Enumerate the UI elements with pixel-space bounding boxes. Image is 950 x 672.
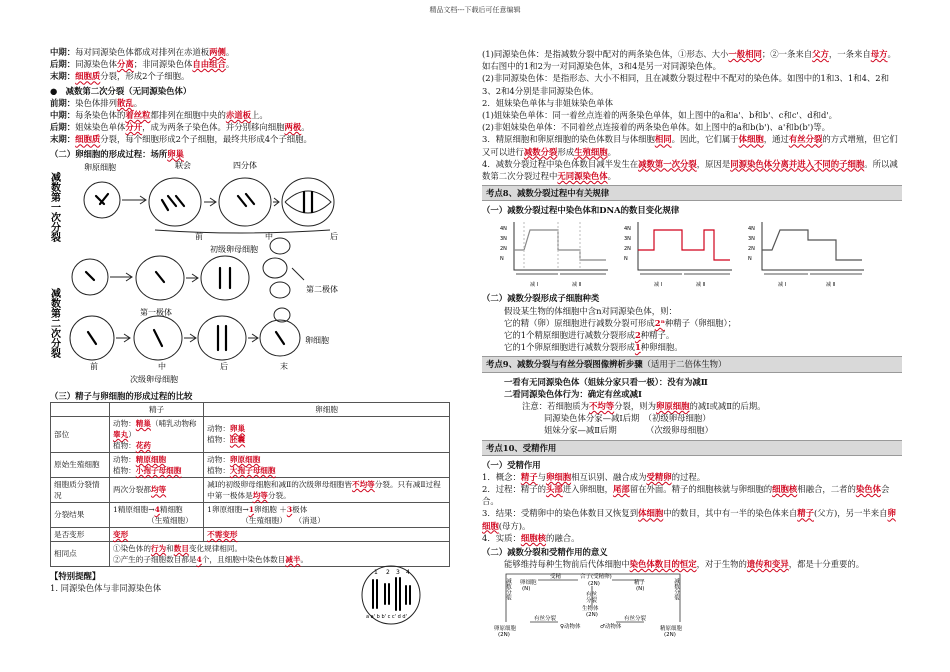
c3-ph2: 减 Ⅱ xyxy=(826,282,836,289)
dg-adult: 生物体 xyxy=(582,606,599,613)
label-early-2: 前 xyxy=(90,361,98,371)
dg-bot-r: 有丝分裂 xyxy=(624,616,647,623)
significance-text: 能够维持每种生物前后代体细胞中染色体数目的恒定，对于生物的遗传和变异，都是十分重要的。 xyxy=(504,559,865,570)
anaphase-1: 后期：同源染色体分离；非同源染色体自由组合。 xyxy=(50,59,235,70)
table-row: 分裂结果 1精原细胞→4精细胞 （生殖细胞） 1卵原细胞→1卵细胞 ＋3极体 （生殖细胞） （消退） xyxy=(51,502,450,527)
c1-y1: N xyxy=(500,256,504,263)
sister-chromatid-title: 2．姐妹染色单体与非姐妹染色单体 xyxy=(482,97,613,108)
chrom-num-4: 4 xyxy=(406,568,410,576)
dg-mit: 有丝 xyxy=(586,592,598,599)
label-tetrad: 四分体 xyxy=(233,160,257,170)
dg-oogonium-n: (2N) xyxy=(498,632,510,639)
subsection-10-2: （二）减数分裂和受精作用的意义 xyxy=(482,547,608,557)
step-note-3: 姐妹分家—减Ⅱ后期 （次级卵母细胞） xyxy=(544,425,713,436)
label-middle-2: 中 xyxy=(158,361,166,371)
subsection-8-2: （二）减数分裂形成子细胞种类 xyxy=(482,293,600,304)
label-late-2: 后 xyxy=(220,361,228,371)
tip-item-1: 1. 同源染色体与非同源染色体 xyxy=(50,583,162,594)
c2-y2: 2N xyxy=(624,246,631,253)
non-sister-chromatid-definition: (2)非姐妹染色单体：不同着丝点连接着的两条染色单体。如上图中的a和b(b')、a'和b(b')等。 xyxy=(482,122,831,133)
c3-y2: 2N xyxy=(748,246,755,253)
dg-male: ♂动物体 xyxy=(600,624,622,631)
gamete-types-intro: 假设某生物的体细胞中含n对同源染色体，则： xyxy=(504,305,677,316)
subsection-8-1: （一）减数分裂过程中染色体和DNA的数目变化规律 xyxy=(482,205,680,216)
homologous-definition: (1)同源染色体：是指减数分裂中配对的两条染色体，①形态、大小一般相同；②一条来自父方，一条来自母方。如右图中的1和2为一对同源染色体，3和4是另一对同源染色体。 xyxy=(482,49,896,72)
dg-mit2: 分裂 xyxy=(586,598,598,605)
step-note-2: 同源染色体分家—减Ⅰ后期 （初级卵母细胞） xyxy=(544,413,711,424)
dg-sperm: 精子 xyxy=(634,580,646,587)
label-oogonium: 卵原细胞 xyxy=(84,162,116,172)
c2-y3: 3N xyxy=(624,236,631,243)
fertilization-process: 2．过程：精子的头部进入卵细胞，尾部留在外面。精子的细胞核就与卵细胞的细胞核相融合，二者的染色体会合。 xyxy=(482,484,890,507)
side-label-2: 减数第二次分裂 xyxy=(48,287,60,358)
dg-egg-n: (N) xyxy=(522,586,531,593)
oogenesis-figure xyxy=(50,160,380,388)
non-homologous-definition: (2)非同源染色体：是指形态、大小不相同，且在减数分裂过程中不配对的染色体。如图中的1和3、1和4、2和3、2和4分别是非同源染色体。 xyxy=(482,73,890,96)
section-band-8: 考点8、减数分裂过程中有关规律 xyxy=(482,185,902,201)
table-row: 相同点 ①染色体的行为和数目变化规律相同。 ②产生的子细胞数目都是4个，且细胞中染色体数目减半。 xyxy=(51,541,450,566)
label-egg: 卵细胞 xyxy=(305,335,329,345)
chrom-num-2: 2 xyxy=(386,568,390,576)
subsection-10-1: （一）受精作用 xyxy=(482,459,541,470)
label-early: 前 xyxy=(195,231,203,241)
right-column xyxy=(482,48,902,638)
chart-row xyxy=(500,218,902,290)
fertilization-essence: 4．实质：细胞核的融合。 xyxy=(482,532,580,543)
c2-ph2: 减 Ⅱ xyxy=(696,282,706,289)
dg-zygote: 合子(受精卵) xyxy=(580,574,612,581)
section-band-10: 考点10、受精作用 xyxy=(482,440,902,456)
c3-y4: 4N xyxy=(748,226,755,233)
dg-zygote-n: (2N) xyxy=(588,581,600,588)
section-band-9: 考点9、减数分裂与有丝分裂图像辨析步骤（适用于二倍体生物） xyxy=(482,356,902,372)
left-column xyxy=(48,46,458,620)
gamete-types-2: 它的1个精原细胞进行减数分裂形成2种精子。 xyxy=(504,330,675,340)
table-header-empty xyxy=(51,402,110,416)
c3-y3: 3N xyxy=(748,236,755,243)
telophase-2: 末期：细胞质分裂，每个细胞形成2个子细胞，最终共形成4个子细胞。 xyxy=(50,134,312,145)
dg-spermatogonium-n: (2N) xyxy=(664,632,676,639)
chrom-num-3: 3 xyxy=(396,568,400,576)
table-header-egg: 卵细胞 xyxy=(204,402,450,416)
table-header-sperm: 精子 xyxy=(110,402,204,416)
label-primary-oocyte: 初级卵母细胞 xyxy=(210,244,258,254)
metaphase-2: 中期：每条染色体的着丝粒都排列在细胞中央的赤道板上。 xyxy=(50,109,268,120)
dg-egg: 卵细胞 xyxy=(520,580,537,587)
dg-sperm-n: (N) xyxy=(636,586,645,593)
table-row: 是否变形 变形 不需变形 xyxy=(51,527,450,541)
chart-2 xyxy=(624,218,734,290)
c1-y2: 2N xyxy=(500,246,507,253)
label-polar-2: 第二极体 xyxy=(306,284,338,294)
label-polar-1: 第一极体 xyxy=(140,307,172,317)
chrom-bottom-labels: a a' b b' c c' d d' xyxy=(366,613,407,620)
side-label-1: 减数第一次分裂 xyxy=(48,171,60,242)
dg-oogonium: 卵原细胞 xyxy=(494,626,517,633)
dg-fert: 受精 xyxy=(550,574,562,581)
c1-y3: 3N xyxy=(500,236,507,243)
gamete-types-1: 它的精（卵）原细胞进行减数分裂可形成2ⁿ种精子（卵细胞）； xyxy=(504,317,737,328)
label-end: 末 xyxy=(280,361,288,371)
fertilization-concept: 1．概念：精子与卵细胞相互识别、融合成为受精卵的过程。 xyxy=(482,471,706,482)
c2-ph1: 减 Ⅰ xyxy=(654,282,663,289)
c1-ph2: 减 Ⅱ xyxy=(572,282,582,289)
table-row: 原始生殖细胞 动物：精原细胞 植物：小孢子母细胞 动物：卵原细胞 植物：大孢子母细胞 xyxy=(51,452,450,477)
dg-bot-l: 有丝分裂 xyxy=(534,616,557,623)
dg-adult-n: (2N) xyxy=(586,612,598,619)
c3-ph1: 减 Ⅰ xyxy=(778,282,787,289)
chrom-num-1: 1 xyxy=(374,568,378,576)
prophase-2: 前期：染色体排列散乱。 xyxy=(50,97,143,108)
c1-y4: 4N xyxy=(500,226,507,233)
chart-1 xyxy=(500,218,610,290)
c2-y4: 4N xyxy=(624,226,631,233)
dg-female: ♀动物体 xyxy=(560,624,581,631)
dg-spermatogonium: 精原细胞 xyxy=(660,626,683,633)
table-row: 细胞质分裂情况 两次分裂都均等 减Ⅰ的初级卵母细胞和减Ⅱ的次级卵母细胞皆不均等分裂。只有减Ⅱ过程中第一极体是均等分裂。 xyxy=(51,477,450,502)
dg-left-v: 减数分裂 xyxy=(505,578,511,601)
c1-ph1: 减 Ⅰ xyxy=(530,282,539,289)
label-secondary-oocyte: 次级卵母细胞 xyxy=(130,374,178,384)
step-1: 一看有无同源染色体（姐妹分家只看一极）：没有为减Ⅱ xyxy=(504,376,708,387)
label-synapsis: 联会 xyxy=(175,160,191,170)
gamete-types-3: 它的1个卵原细胞进行减数分裂形成1种卵细胞。 xyxy=(504,342,683,353)
life-cycle-diagram xyxy=(494,570,694,638)
comparison-title: （三）精子与卵细胞的形成过程的比较 xyxy=(50,390,193,401)
c2-y1: N xyxy=(624,256,628,263)
point-4: 4．减数分裂过程中染色体数目减半发生在减数第一次分裂，原因是同源染色体分离并进入不同的子细胞。所以减数第二次分裂过程中无同源染色体。 xyxy=(482,158,898,181)
metaphase-1: 中期：每对同源染色体都成对排列在赤道板两侧。 xyxy=(50,47,235,57)
homologous-chromosomes-figure xyxy=(360,564,422,626)
label-middle: 中 xyxy=(265,231,273,241)
fertilization-result: 3．结果：受精卵中的染色体数目又恢复到体细胞中的数目，其中有一半的染色体来自精子(父方)，另一半来自卵细胞(母方)。 xyxy=(482,508,896,531)
page-header: 精品文档---下载后可任意编辑 xyxy=(429,6,521,14)
table-row: 部位 动物：精巢（哺乳动物称睾丸） 植物：花药 动物：卵巢 植物：胚囊 xyxy=(51,416,450,452)
anaphase-2: 后期：姐妹染色单体分开，成为两条子染色体。并分别移向细胞两极。 xyxy=(50,122,310,133)
tip-title: 【特别提醒】 xyxy=(50,570,101,581)
label-late: 后 xyxy=(330,231,338,241)
meiosis-2-title: ● 减数第二次分裂（无同源染色体） xyxy=(50,85,192,96)
dg-right-v: 减数分裂 xyxy=(673,578,679,601)
chart-3 xyxy=(748,218,868,290)
c3-y1: N xyxy=(748,256,752,263)
sister-chromatid-definition: (1)姐妹染色单体：同一着丝点连着的两条染色单体，如上图中的a和a'、b和b'、c和c'、d和d'。 xyxy=(482,109,838,120)
step-2: 二看同源染色体行为：确定有丝或减Ⅰ xyxy=(504,388,642,399)
egg-formation-title: （二）卵细胞的形成过程：场所卵巢 xyxy=(50,148,184,159)
step-note: 注意：若细胞质为不均等分裂，则为卵原细胞的减Ⅰ或减Ⅱ的后期。 xyxy=(522,400,766,411)
comparison-table xyxy=(50,402,450,567)
telophase-1: 末期：细胞质分裂，形成2个子细胞。 xyxy=(50,71,190,82)
point-3: 3．精原细胞和卵原细胞的染色体数目与体细胞相同。因此，它们属于体细胞，通过有丝分裂的方式增殖，但它们又可以进行减数分裂形成生殖细胞。 xyxy=(482,134,898,157)
